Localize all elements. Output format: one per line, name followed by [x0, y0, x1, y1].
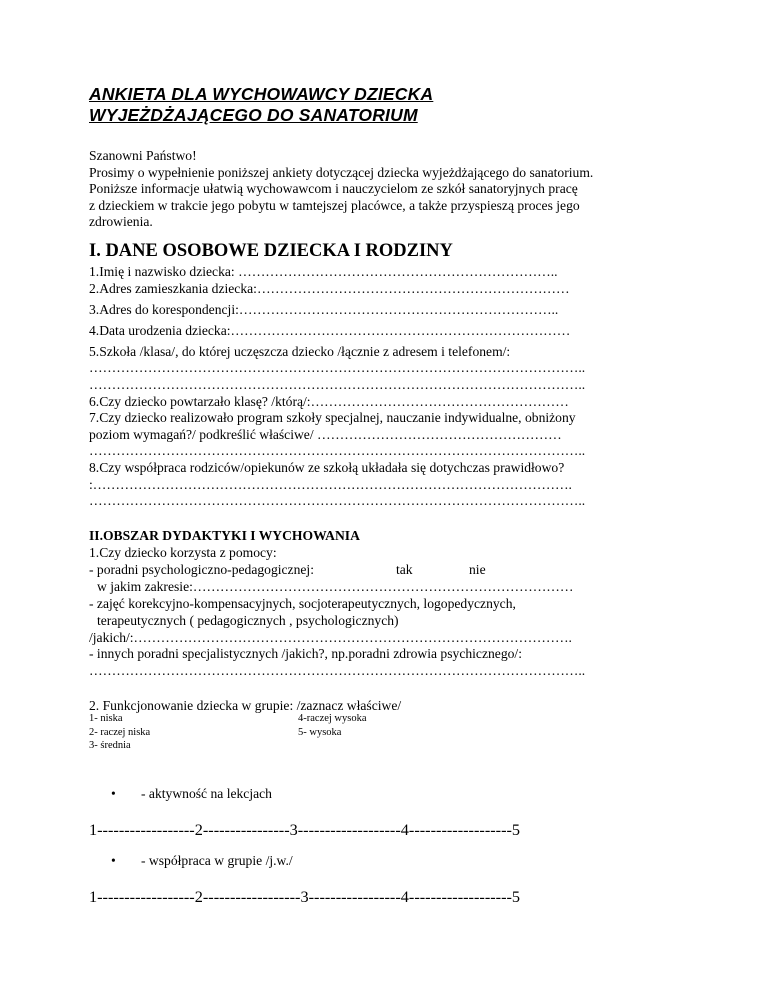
answer-line: /jakich/:……………………………………………………………………………………. [89, 629, 572, 645]
counseling-label: - poradni psychologiczno-pedagogicznej: [89, 561, 314, 577]
question-birth-date: 4.Data urodzenia dziecka:………………………………………………………………… [89, 322, 571, 338]
title-line-1: ANKIETA DLA WYCHOWAWCY DZIECKA [89, 84, 434, 104]
functioning-heading: 2. Funkcjonowanie dziecka w grupie: /zaznacz właściwe/ [89, 698, 402, 713]
bullet-label: - aktywność na lekcjach [141, 786, 272, 801]
bullet-label: - współpraca w grupie /j.w./ [141, 853, 293, 868]
section-2-heading: II.OBSZAR DYDAKTYKI I WYCHOWANIA [89, 528, 360, 543]
title-line-2: WYJEŻDŻAJĄCEGO DO SANATORIUM [89, 105, 418, 125]
answer-line: ……………………………………………………………………………………………….. [89, 663, 586, 679]
intro-greeting: Szanowni Państwo! [89, 148, 197, 163]
question-cooperation: 8.Czy współpraca rodziców/opiekunów ze szkołą układała się dotychczas prawidłowo? [89, 460, 565, 476]
question-other-clinics: - innych poradni specjalistycznych /jakich?, np.poradni zdrowia psychicznego/: [89, 646, 522, 662]
intro-paragraph [89, 148, 593, 231]
section-1-questions [89, 264, 585, 510]
legend-item: 1- niska [89, 713, 123, 724]
legend-item: 4-raczej wysoka [298, 713, 367, 724]
question-classes-cont: terapeutycznych ( pedagogicznych , psychologicznych) [97, 612, 399, 628]
question-repeated-class: 6.Czy dziecko powtarzało klasę? /którą/:………………………………………………… [89, 393, 569, 409]
answer-line: ……………………………………………………………………………………………….. [89, 377, 586, 393]
rating-scale-activity[interactable]: 1------------------2----------------3-------------------4-------------------5 [89, 820, 521, 839]
question-address: 2.Adres zamieszkania dziecka:…………………………………………………………… [89, 280, 570, 296]
section-1-heading: I. DANE OSOBOWE DZIECKA I RODZINY [89, 241, 453, 261]
intro-line: Prosimy o wypełnienie poniższej ankiety dotyczącej dziecka wyjeżdżającego do sanatorium. [89, 164, 594, 180]
option-no[interactable]: nie [469, 561, 486, 577]
legend-item: 3- średnia [89, 740, 131, 752]
question-scope: w jakim zakresie:………………………………………………………………………… [97, 578, 574, 594]
question-correspondence-address: 3.Adres do korespondencji:…………………………………………………………….. [89, 301, 559, 317]
answer-line: :……………………………………………………………………………………………. [89, 476, 572, 492]
bullet-icon: • [111, 786, 116, 801]
legend-item: 2- raczej niska [89, 726, 151, 738]
question-school: 5.Szkoła /klasa/, do której uczęszcza dziecko /łącznie z adresem i telefonem/: [89, 343, 511, 359]
intro-line: zdrowienia. [89, 214, 153, 230]
question-support: 1.Czy dziecko korzysta z pomocy: [89, 545, 277, 560]
question-counseling [89, 562, 585, 579]
section-2-questions [89, 545, 585, 680]
question-name: 1.Imię i nazwisko dziecka: …………………………………………………………….. [89, 264, 558, 279]
answer-line: ……………………………………………………………………………………………….. [89, 360, 586, 376]
legend-left [89, 712, 150, 753]
option-yes[interactable]: tak [396, 561, 413, 577]
intro-line: z dzieckiem w trakcie jego pobytu w tamtejszej placówce, a także przyspieszą proces jego [89, 197, 580, 213]
bullet-icon: • [111, 853, 116, 868]
question-classes: - zajęć korekcyjno-kompensacyjnych, socjoterapeutycznych, logopedycznych, [89, 595, 516, 611]
answer-line: ……………………………………………………………………………………………….. [89, 443, 586, 459]
intro-line: Poniższe informacje ułatwią wychowawcom i nauczycielom ze szkół sanatoryjnych pracę [89, 181, 578, 197]
answer-line: ……………………………………………………………………………………………….. [89, 493, 586, 509]
document-title [89, 84, 433, 126]
legend-item: 5- wysoka [298, 726, 342, 738]
rating-scale-cooperation[interactable]: 1------------------2------------------3-----------------4-------------------5 [89, 887, 521, 906]
question-special-program-cont: poziom wymagań?/ podkreślić właściwe/ ……………………………………………… [89, 426, 562, 442]
question-special-program: 7.Czy dziecko realizowało program szkoły specjalnej, nauczanie indywidualne, obniżony [89, 410, 576, 426]
legend-right [298, 712, 367, 739]
